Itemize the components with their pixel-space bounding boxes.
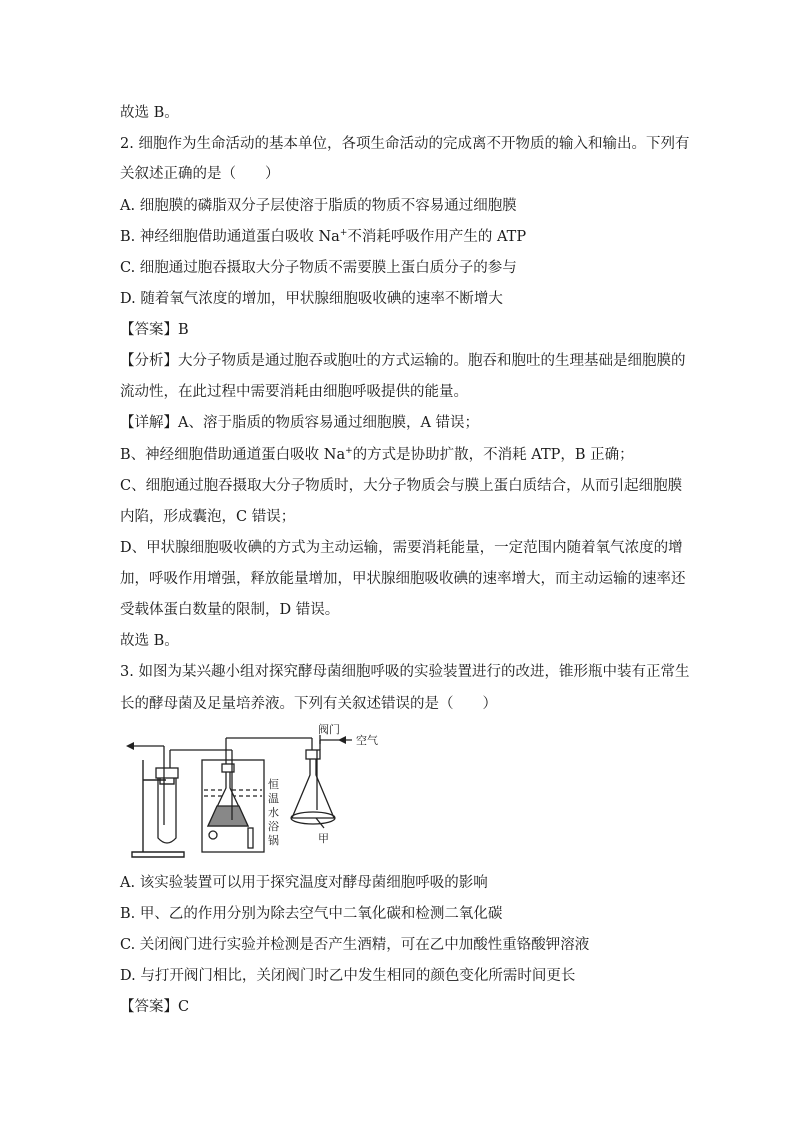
jia-label: 甲 <box>318 832 329 845</box>
option-a: A. 细胞膜的磷脂双分子层使溶于脂质的物质不容易通过细胞膜 <box>120 198 517 214</box>
detail-c-cont: 内陷，形成囊泡，C 错误； <box>120 509 296 525</box>
culture-flask <box>208 738 312 826</box>
option-a: A. 该实验装置可以用于探究温度对酵母菌细胞呼吸的影响 <box>120 875 488 891</box>
option-d: D. 与打开阀门相比，关闭阀门时乙中发生相同的颜色变化所需时间更长 <box>120 968 576 984</box>
detail-b <box>120 445 634 465</box>
option-b-part1: B. 神经细胞借助通道蛋白吸收 Na <box>120 229 340 245</box>
analysis: 【分析】大分子物质是通过胞吞或胞吐的方式运输的。胞吞和胞吐的生理基础是细胞膜的 <box>120 353 686 369</box>
text-line: 故选 B。 <box>120 105 179 121</box>
valve-label: 阀门 <box>318 723 340 736</box>
arrow-air-icon <box>338 736 346 744</box>
detail-b-part2: 的方式是协助扩散，不消耗 ATP，B 正确； <box>352 447 634 463</box>
answer: 【答案】B <box>120 322 189 338</box>
flask-jia <box>291 735 352 828</box>
superscript: + <box>339 228 348 239</box>
bath-label-char: 恒 <box>268 778 279 791</box>
air-label: 空气 <box>356 734 378 747</box>
question-2-stem: 2. 细胞作为生命活动的基本单位，各项生命活动的完成离不开物质的输入和输出。下列有 <box>120 136 690 152</box>
answer: 【答案】C <box>120 999 190 1015</box>
question-3-stem: 3. 如图为某兴趣小组对探究酵母菌细胞呼吸的实验装置进行的改进，锥形瓶中装有正常生 <box>120 664 690 680</box>
detail-d: D、甲状腺细胞吸收碘的方式为主动运输，需要消耗能量，一定范围内随着氧气浓度的增 <box>120 540 683 556</box>
option-b <box>120 227 526 247</box>
bath-label-char: 锅 <box>268 834 279 847</box>
detail-b-part1: B、神经细胞借助通道蛋白吸收 Na <box>120 447 346 463</box>
detail-d-cont2: 受载体蛋白数量的限制，D 错误。 <box>120 602 340 618</box>
option-b: B. 甲、乙的作用分别为除去空气中二氧化碳和检测二氧化碳 <box>120 906 503 922</box>
bath-label-char: 水 <box>268 806 279 819</box>
question-2-stem-cont: 关叙述正确的是（ ） <box>120 166 280 182</box>
arrow-left-icon <box>126 742 134 750</box>
detail-c: C、细胞通过胞吞摄取大分子物质时，大分子物质会与膜上蛋白质结合，从而引起细胞膜 <box>120 478 683 494</box>
option-c: C. 关闭阀门进行实验并检测是否产生酒精，可在乙中加酸性重铬酸钾溶液 <box>120 937 590 953</box>
option-b-part2: 不消耗呼吸作用产生的 ATP <box>347 229 527 245</box>
bath-label <box>268 777 279 847</box>
bath-label-char: 浴 <box>268 820 279 833</box>
superscript: + <box>345 446 353 457</box>
text-line: 故选 B。 <box>120 633 179 649</box>
option-c: C. 细胞通过胞吞摄取大分子物质不需要膜上蛋白质分子的参与 <box>120 260 517 276</box>
option-d: D. 随着氧气浓度的增加，甲状腺细胞吸收碘的速率不断增大 <box>120 291 503 307</box>
apparatus-diagram <box>120 723 420 865</box>
analysis-cont: 流动性，在此过程中需要消耗由细胞呼吸提供的能量。 <box>120 384 468 400</box>
bath-label-char: 温 <box>268 792 279 805</box>
detail-d-cont: 加，呼吸作用增强，释放能量增加，甲状腺细胞吸收碘的速率增大，而主动运输的速率还 <box>120 571 686 587</box>
detail-a: 【详解】A、溶于脂质的物质容易通过细胞膜，A 错误； <box>120 415 480 431</box>
question-3-stem-cont: 长的酵母菌及足量培养液。下列有关叙述错误的是（ ） <box>120 696 497 712</box>
